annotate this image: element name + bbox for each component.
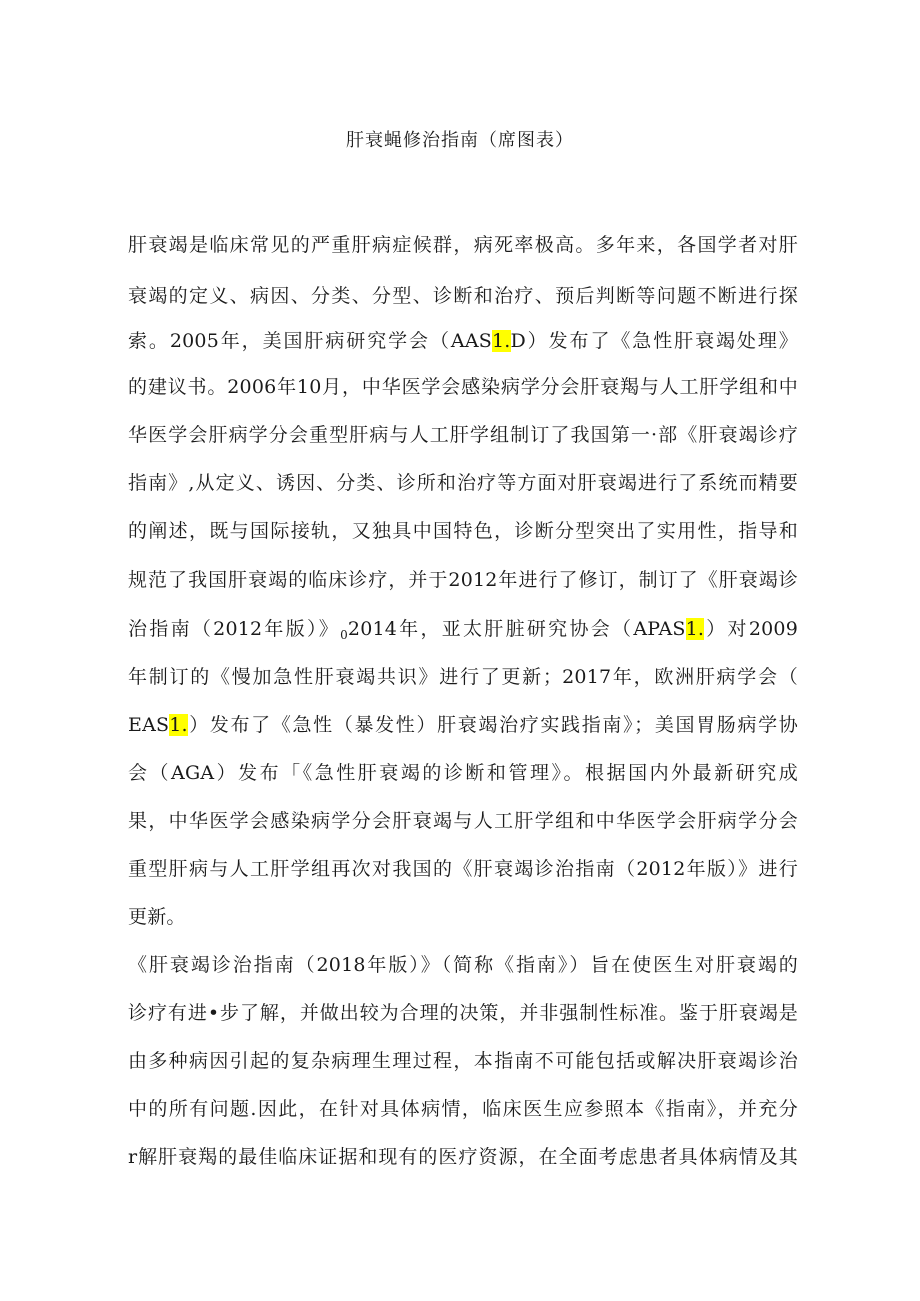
paragraph-line: 重型肝病与人工肝学组再次对我国的《肝衰竭诊治指南（2012年版）》进行 <box>128 858 798 880</box>
paragraph-line: 会（AGA）发布「《急性肝衰竭的诊断和管理》。根据国内外最新研究成 <box>128 762 798 784</box>
paragraph-line: 诊疗有进•步了解，并做出较为合理的决策，并非强制性标准。鉴于肝衰竭是 <box>128 1002 798 1024</box>
paragraph-line: 由多种病因引起的复杂病理生理过程，本指南不可能包括或解决肝衰竭诊治 <box>128 1050 798 1072</box>
paragraph-line: 《肝衰竭诊治指南（2018年版）》（简称《指南》）旨在使医生对肝衰竭的 <box>128 954 798 976</box>
highlighted-text: 1. <box>169 714 188 736</box>
highlighted-text: 1. <box>491 330 511 352</box>
paragraph-line: 的建议书。2006年10月，中华医学会感染病学分会肝衰羯与人工肝学组和中 <box>128 376 798 398</box>
paragraph-line: 规范了我国肝衰竭的临床诊疗，并于2012年进行了修订，制订了《肝衰竭诊 <box>128 569 798 591</box>
paragraph-line: 衰竭的定义、病因、分类、分型、诊断和治疗、预后判断等问题不断进行探 <box>128 285 798 307</box>
paragraph-line: 指南》,从定义、诱因、分类、诊所和治疗等方面对肝衰竭进行了系统而精要 <box>128 472 798 494</box>
text-segment: 治指南（2012年版）》 <box>128 618 341 640</box>
subscript-text: 0 <box>340 628 348 642</box>
paragraph-line: 果，中华医学会感染病学分会肝衰竭与人工肝学组和中华医学会肝病学分会 <box>128 810 798 832</box>
text-segment: ）发布了《急性（暴发性）肝衰竭治疗实践指南》；美国胃肠病学协 <box>187 714 798 736</box>
paragraph-line: 华医学会肝病学分会重型肝病与人工肝学组制订了我国第一·部《肝衰竭诊疗 <box>128 424 798 446</box>
text-segment: 索。2005年，美国肝病研究学会（AAS <box>128 330 492 352</box>
paragraph-line: 肝衰竭是临床常见的严重肝病症候群，病死率极高。多年来，各国学者对肝 <box>128 234 798 256</box>
text-segment: D）发布了《急性肝衰竭处理》 <box>510 330 798 352</box>
paragraph-line <box>128 328 798 354</box>
paragraph-line: 的阐述，既与国际接轨，又独具中国特色，诊断分型突出了实用性，指导和 <box>128 520 798 542</box>
text-segment: ）对2009 <box>704 618 798 640</box>
paragraph-line <box>128 616 798 642</box>
document-title: 肝衰蝇修治指南（席图表） <box>346 130 574 151</box>
text-segment: 2014年，亚太肝脏研究协会（APAS <box>347 618 686 640</box>
paragraph-line: 中的所有问题.因此，在针对具体病情，临床医生应参照本《指南》，并充分 <box>128 1098 798 1120</box>
paragraph-line <box>128 712 798 738</box>
paragraph-line: 更新。 <box>128 906 186 928</box>
text-segment: EAS <box>128 714 170 736</box>
paragraph-line: 年制订的《慢加急性肝衰竭共识》进行了更新；2017年，欧洲肝病学会（ <box>128 666 798 688</box>
paragraph-line: r解肝衰羯的最佳临床证据和现有的医疗资源，在全面考虑患者具体病情及其 <box>128 1146 798 1168</box>
highlighted-text: 1. <box>685 618 705 640</box>
